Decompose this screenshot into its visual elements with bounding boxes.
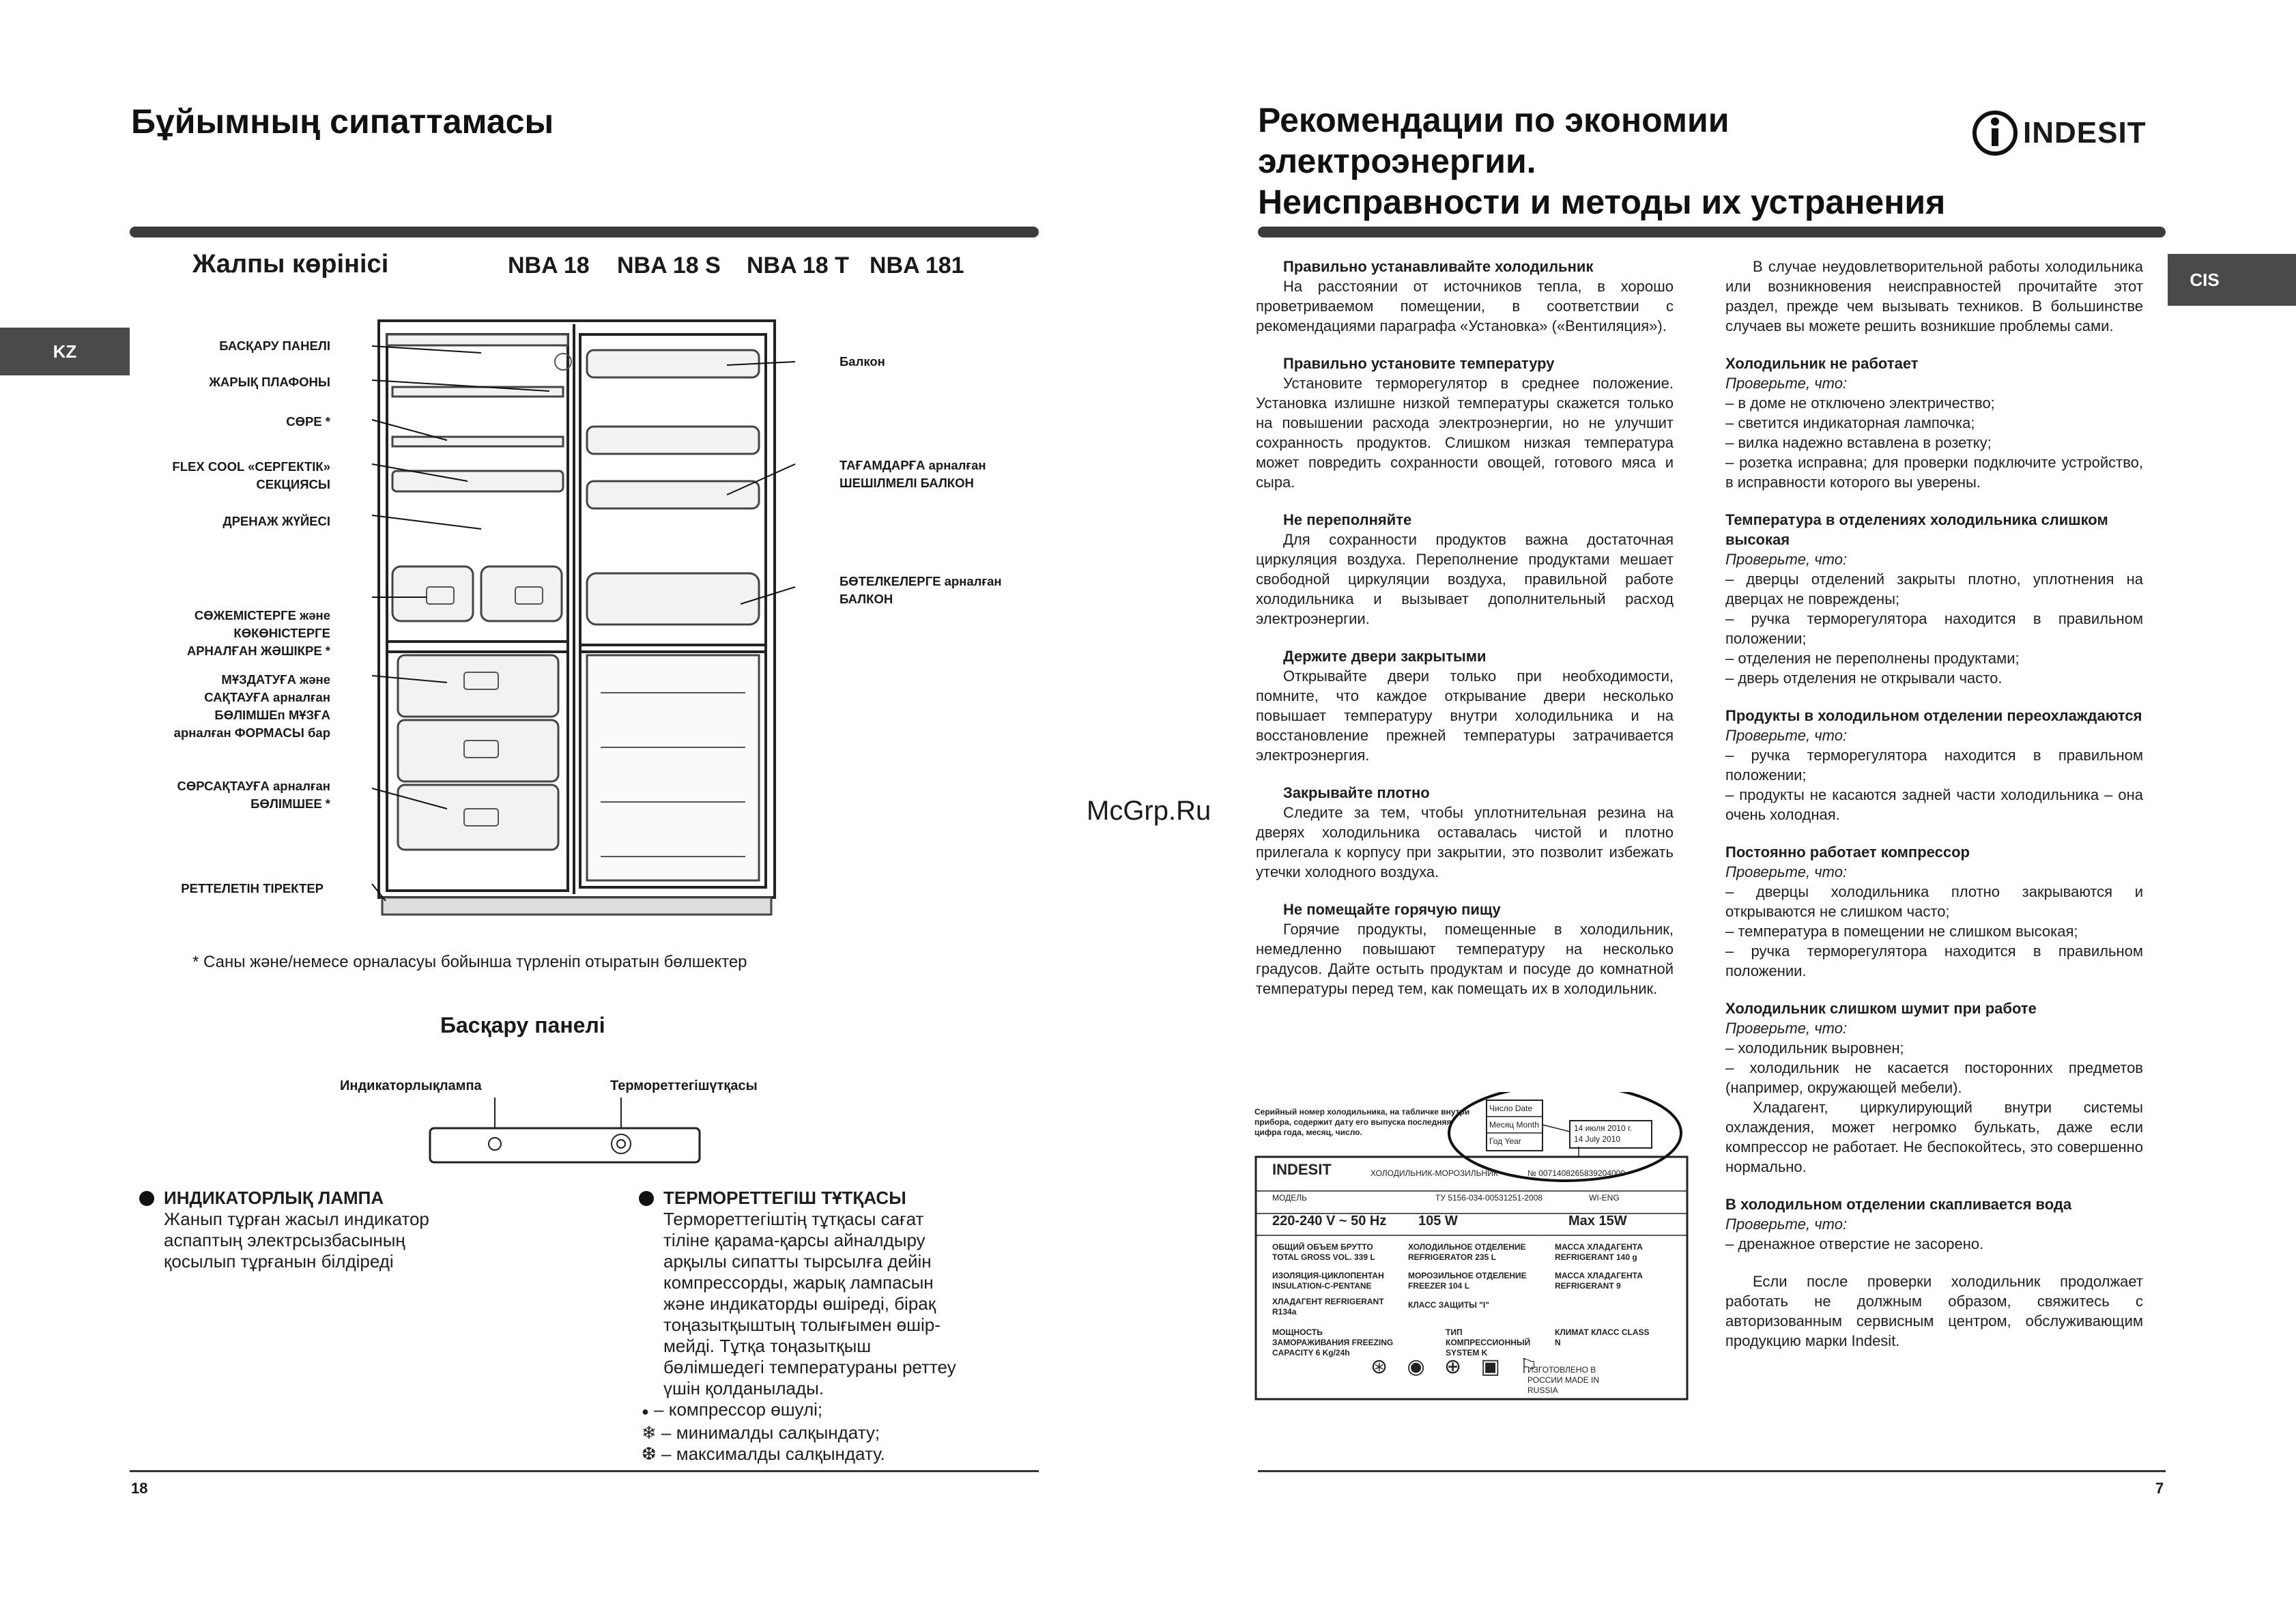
label-bottle-balcony-2: БАЛКОН: [840, 592, 893, 606]
page-number-right: 7: [2155, 1480, 2164, 1497]
plate-lamp: Max 15W: [1568, 1213, 1627, 1229]
plate-product: ХОЛОДИЛЬНИК-МОРОЗИЛЬНИК: [1371, 1168, 1498, 1178]
label-crisper-1: СӨЖЕМІСТЕРГЕ және: [194, 608, 330, 622]
bullet-icon: [639, 1191, 654, 1206]
label-light: ЖАРЫҚ ПЛАФОНЫ: [209, 375, 330, 389]
label-bottle-balcony-1: БӨТЕЛКЕЛЕРГЕ арналған: [840, 574, 1002, 588]
plate-note: Серийный номер холодильника, на табличке внутри прибора, содержит дату его выпуска последняя цифра года, месяц, число.: [1254, 1107, 1470, 1137]
model-nba18t: NBA 18 T: [747, 253, 849, 278]
indicator-section: ИНДИКАТОРЛЫҚ ЛАМПА Жанып тұрған жасыл индикатор аспаптың электрсызбасының қосылып тұрғанын білдіреді: [139, 1188, 467, 1272]
label-storage-1: СӨРСАҚТАУҒА арналған: [177, 779, 330, 793]
indesit-i-icon: [1971, 109, 2019, 157]
plate-serial: № 0071408265839204000: [1527, 1168, 1626, 1178]
label-storage-2: БӨЛІМШЕЕ *: [250, 796, 330, 811]
tip-4: Держите двери закрытыми Открывайте двери только при необходимости, помните, что каждое открывание двери несколько повышает температуру внутри холодильника и на восстановление прежней температуры затрачивается электроэнергия.: [1256, 648, 1674, 764]
rating-plate-figure: [1254, 1092, 1691, 1406]
right-title-rule: [1258, 227, 2166, 238]
plate-date-label-1: Месяц Month: [1489, 1120, 1539, 1130]
plate-model: МОДЕЛЬ: [1272, 1193, 1307, 1203]
plate-protection: КЛАСС ЗАЩИТЫ "I": [1408, 1300, 1489, 1310]
model-nba18: NBA 18: [508, 253, 590, 278]
bullet-icon: [139, 1191, 154, 1206]
label-freezer-4: арналған ФОРМАСЫ бар: [173, 726, 330, 740]
label-crisper-2: КӨКӨНІСТЕРГЕ: [233, 626, 330, 640]
plate-gross: ОБЩИЙ ОБЪЕМ БРУТТО TOTAL GROSS VOL. 339 L: [1272, 1242, 1375, 1262]
plate-mass2: МАССА ХЛАДАГЕНТА REFRIGERANT 9: [1555, 1271, 1643, 1291]
plate-power: 105 W: [1418, 1213, 1458, 1229]
troubleshooting-column: [1725, 257, 2143, 1351]
label-freezer-2: САҚТАУҒА арналған: [204, 690, 330, 704]
issue-4: Постоянно работает компрессор Проверьте, что: – дверцы холодильника плотно закрываются и открываются не слишком часто; – температура в помещении не слишком высокая; – ручка терморегулятора находится в правильном положении.: [1725, 844, 2143, 979]
plate-voltage: 220-240 V ~ 50 Hz: [1272, 1213, 1387, 1229]
issue-6: В холодильном отделении скапливается вода Проверьте, что: – дренажное отверстие не засорено.: [1725, 1196, 2072, 1252]
issue-3: Продукты в холодильном отделении переохлаждаются Проверьте, что: – ручка терморегулятора находится в правильном положении; – продукты не касаются задней части холодильника – она очень холодная.: [1725, 707, 2143, 823]
issue-1: Холодильник не работает Проверьте, что: – в доме не отключено электричество; – светится индикаторная лампочка; – вилка надежно вставлена в розетку; – розетка исправна; для проверки подключите устройство, в исправности которого вы уверены.: [1725, 355, 2143, 491]
tip-6: Не помещайте горячую пищу Горячие продукты, помещенные в холодильник, немедленно повышают температуру на несколько градусов. Дайте остыть продуктам и посуде до комнатной температуры перед тем, как помещать их в холодильник.: [1256, 901, 1674, 997]
indicator-caption: Индикаторлықлампа: [340, 1078, 482, 1093]
label-balcony: Балкон: [840, 354, 885, 369]
control-panel-title: Басқару панелі: [440, 1013, 605, 1037]
tip-5: Закрывайте плотно Следите за тем, чтобы уплотнительная резина на дверях холодильника оставалась чистой и плотно прилегала к корпусу при закрытии, это позволит избежать утечки холодного воздуха.: [1256, 784, 1674, 880]
lang-tab-kz: KZ: [0, 328, 130, 375]
plate-wi: WI-ENG: [1589, 1193, 1620, 1203]
left-page-title: Бұйымның сипаттамасы: [131, 102, 554, 141]
plate-mass: МАССА ХЛАДАГЕНТА REFRIGERANT 140 g: [1555, 1242, 1643, 1262]
plate-insulation: ИЗОЛЯЦИЯ-ЦИКЛОПЕНТАН INSULATION-C-PENTANE: [1272, 1271, 1384, 1291]
plate-made: ИЗГОТОВЛЕНО В РОССИИ MADE IN RUSSIA: [1527, 1365, 1599, 1395]
plate-fridge: ХОЛОДИЛЬНОЕ ОТДЕЛЕНИЕ REFRIGERATOR 235 L: [1408, 1242, 1526, 1262]
plate-climate: КЛИМАТ КЛАСС CLASS N: [1555, 1327, 1650, 1347]
tip-2: Правильно установите температуру Установите терморегулятор в среднее положение. Установка излишне низкой температуры скажется только на повышении расхода электроэнергии, но не улучшит сохранность продуктов. Слишком низкая температура может повредить сохранности овощей, готового мяса и сыра.: [1256, 355, 1674, 491]
label-feet: РЕТТЕЛЕТІН ТІРЕКТЕР: [181, 881, 324, 895]
label-freezer-3: БӨЛІМШЕп МҰЗҒА: [214, 708, 330, 722]
tips-column: [1256, 257, 1674, 1016]
label-freezer-1: МҰЗДАТУҒА және: [221, 672, 330, 687]
issue-2: Температура в отделениях холодильника слишком высокая Проверьте, что: – дверцы отделений закрыты плотно, уплотнения на дверцах не повреждены; – ручка терморегулятора находится в правильном положении; – отделения не переполнены продуктами; – дверь отделения не открывали часто.: [1725, 511, 2143, 687]
plate-freezer: МОРОЗИЛЬНОЕ ОТДЕЛЕНИЕ FREEZER 104 L: [1408, 1271, 1527, 1291]
plate-date-label-2: Год Year: [1489, 1136, 1521, 1146]
snowflake-min-icon: ❄: [642, 1422, 657, 1443]
plate-date-value-0: 14 июля 2010 г.: [1574, 1123, 1633, 1133]
model-nba181: NBA 181: [870, 253, 964, 278]
label-flexcool-1: FLEX COOL «СЕРГЕКТІК»: [172, 459, 330, 474]
label-flexcool-2: СЕКЦИЯСЫ: [256, 477, 330, 491]
left-title-rule: [130, 227, 1039, 238]
plate-cert-icons: ⊛ ◉ ⊕ ▣ ⚐: [1371, 1355, 1545, 1378]
left-bottom-rule: [130, 1470, 1039, 1472]
plate-brand: INDESIT: [1272, 1161, 1332, 1178]
thermostat-caption: Термореттегішүтқасы: [610, 1078, 758, 1093]
indesit-logo: [1971, 109, 2147, 157]
troubleshooting-intro: В случае неудовлетворительной работы холодильника или возникновения неисправностей прочитайте этот раздел, прежде чем вызывать техников. В большинстве случаев вы можете решить возникшие проблемы сами.: [1725, 258, 2143, 334]
control-panel-diagram: [423, 1097, 710, 1166]
dot-icon: ●: [642, 1405, 649, 1418]
thermostat-section: ТЕРМОРЕТТЕГІШ ТҰТҚАСЫ Термореттегіштің тұтқасы сағат тіліне қарама-қарсы айналдыру арқылы сипатты тырсылға дейін компрессорды, жарық лампасын және индикаторды өшіреді, бірақ тоңазытқыштың толығымен өшір- мейді. Тұтқа тоңазытқыш бөлімшедегі температураны реттеу үшін қолданылады. ● – компрессор өшулі; ❄ – минималды салқындату; ❆ – максималды салқындату.: [639, 1188, 1021, 1465]
brand-name: INDESIT: [2023, 116, 2147, 149]
right-page-title: Рекомендации по экономии электроэнергии. Неисправности и методы их устранения: [1258, 101, 1946, 221]
snowflake-max-icon: ❆: [642, 1444, 657, 1464]
plate-date-label-0: Число Date: [1489, 1104, 1533, 1113]
troubleshooting-outro: Если после проверки холодильник продолжает работать не должным образом, свяжитесь с авторизованным сервисным центром, обслуживающим продукцию марки Indesit.: [1725, 1273, 2143, 1349]
general-view-header: [192, 250, 1011, 284]
label-crisper-3: АРНАЛҒАН ЖӘШІКРЕ *: [186, 644, 330, 658]
right-bottom-rule: [1258, 1470, 2166, 1472]
label-food-balcony-2: ШЕШІЛМЕЛІ БАЛКОН: [840, 476, 974, 490]
plate-system: ТИП КОМПРЕССИОННЫЙ SYSTEM K: [1446, 1327, 1531, 1358]
label-control-panel: БАСҚАРУ ПАНЕЛІ: [219, 339, 330, 353]
page-number-left: 18: [131, 1480, 148, 1497]
issue-5: Холодильник слишком шумит при работе Проверьте, что: – холодильник выровнен; – холодильник не касается посторонних предметов (например, окружающей мебели). Хладагент, циркулирующий внутри системы охлаждения, может негромко булькать, даже если компрессор не работает. Не беспокойтесь, это совершенно нормально.: [1725, 1000, 2143, 1175]
section-title: Жалпы көрінісі: [192, 250, 389, 278]
label-food-balcony-1: ТАҒАМДАРҒА арналған: [840, 458, 986, 472]
model-nba18s: NBA 18 S: [617, 253, 721, 278]
label-shelf: СӨРЕ *: [286, 414, 330, 429]
tip-3: Не переполняйте Для сохранности продуктов важна достаточная циркуляция воздуха. Переполнение продуктами мешает свободной циркуляции воздуха, правильной работе холодильника и вызывает дополнительный расход электроэнергии.: [1256, 511, 1674, 627]
plate-date-value-1: 14 July 2010: [1574, 1134, 1621, 1144]
fridge-diagram: [345, 311, 822, 925]
plate-capacity: МОЩНОСТЬ ЗАМОРАЖИВАНИЯ FREEZING CAPACITY 6 Kg/24h: [1272, 1327, 1394, 1358]
watermark: McGrp.Ru: [1087, 796, 1211, 826]
label-drain: ДРЕНАЖ ЖҮЙЕСІ: [223, 514, 330, 528]
plate-tu: ТУ 5156-034-00531251-2008: [1435, 1193, 1543, 1203]
plate-refrigerant: ХЛАДАГЕНТ REFRIGERANT R134a: [1272, 1297, 1384, 1317]
lang-tab-cis: CIS: [2168, 254, 2296, 306]
footnote: * Саны және/немесе орналасуы бойынша түрленіп отыратын бөлшектер: [192, 953, 747, 971]
tip-1: Правильно устанавливайте холодильник На расстоянии от источников тепла, в хорошо проветриваемом помещении, в соответствии с рекомендациями параграфа «Установка» («Вентиляция»).: [1256, 258, 1674, 334]
